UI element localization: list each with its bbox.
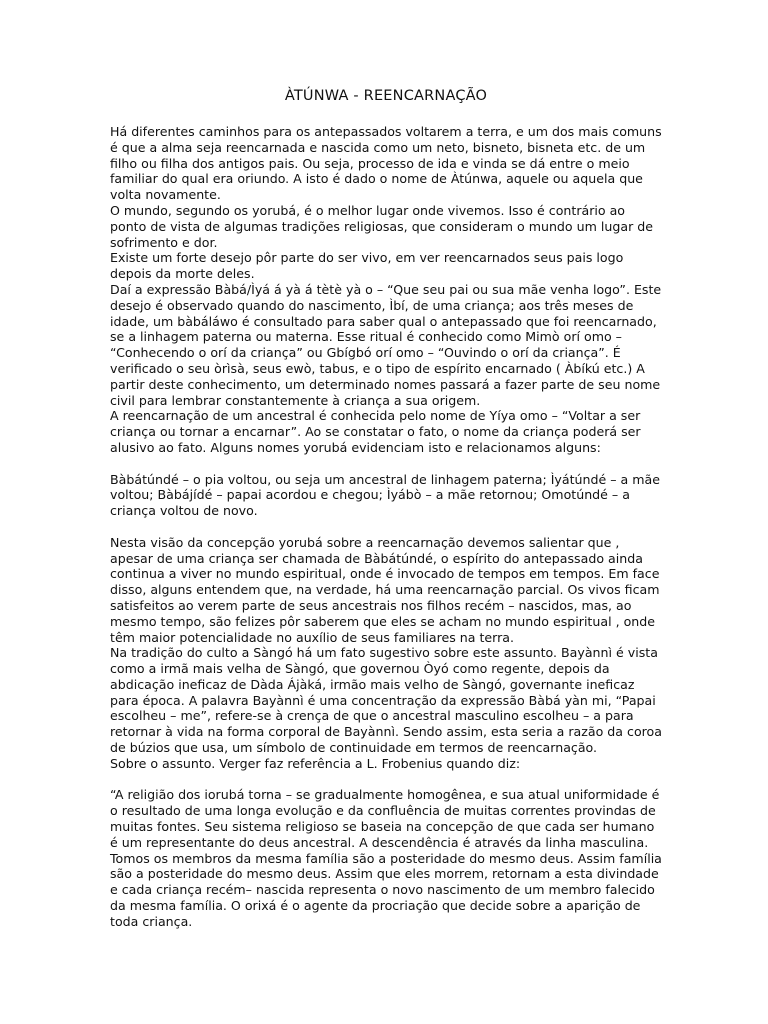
paragraph: Sobre o assunto. Verger faz referência a L. Frobenius quando diz:	[110, 755, 521, 771]
paragraph-spacer	[110, 456, 662, 472]
paragraph: Bàbátúndé – o pia voltou, ou seja um ancestral de linhagem paterna; Ìyátúndé – a mãe voltou; Bàbájídé – papai acordou e chegou; Ìyábò – a mãe retornou; Omotúndé – a criança voltou de novo.	[110, 471, 660, 519]
paragraph: Tomos os membros da mesma família são a posteridade do mesmo deus. Assim família são a posteridade do mesmo deus. Assim que eles morrem, retornam a esta divindade e cada criança recém– nascida representa o novo nascimento de um membro falecido da mesma família. O orixá é o agente da procriação que decide sobre a aparição de toda criança.	[110, 850, 662, 929]
paragraph: Nesta visão da concepção yorubá sobre a reencarnação devemos salientar que , apesar de uma criança ser chamada de Bàbátúndé, o espírito do antepassado ainda continua a viver no mundo espiritual, onde é invocado de tempos em tempos. Em face disso, alguns entendem que, na verdade, há uma reencarnação parcial. Os vivos ficam satisfeitos ao verem parte de seus ancestrais nos filhos recém – nascidos, mas, ao mesmo tempo, são felizes pôr saberem que eles se acham no mundo espiritual , onde têm maior potencialidade no auxílio de seus familiares na terra.	[110, 534, 660, 645]
paragraph-spacer	[110, 772, 662, 788]
paragraph: Na tradição do culto a Sàngó há um fato sugestivo sobre este assunto. Bayànnì é vista como a irmã mais velha de Sàngó, que governou Òyó como regente, depois da abdicação ineficaz de Dàda Ájàká, irmão mais velho de Sàngó, governante ineficaz para época. A palavra Bayànnì é uma concentração da expressão Bàbá yàn mi, “Papai escolheu – me”, refere-se à crença de que o ancestral masculino escolheu – a para retornar à vida na forma corporal de Bayànnì. Sendo assim, esta seria a razão da coroa de búzios que usa, um símbolo de continuidade em termos de reencarnação.	[110, 645, 662, 756]
document-body	[110, 124, 662, 930]
document-page	[110, 88, 662, 930]
paragraph: O mundo, segundo os yorubá, é o melhor lugar onde vivemos. Isso é contrário ao ponto de vista de algumas tradições religiosas, que consideram o mundo um lugar de sofrimento e dor.	[110, 202, 654, 250]
document-title: ÀTÚNWA - REENCARNAÇÃO	[284, 88, 488, 104]
paragraph: Daí a expressão Bàbá/Ìyá á yà á tètè yà o – “Que seu pai ou sua mãe venha logo”. Este desejo é observado quando do nascimento, Ìbí, de uma criança; aos três meses de idade, um bàbáláwo é consultado para saber qual o antepassado que foi reencarnado, se a linhagem paterna ou materna. Esse ritual é conhecido como Mimò orí omo – “Conhecendo o orí da criança” ou Gbígbó orí omo – “Ouvindo o orí da criança”. É verificado o seu òrìsà, seus ewò, tabus, e o tipo de espírito encarnado ( Àbíkú etc.) A partir deste conhecimento, um determinado nomes passará a fazer parte de seu nome civil para lembrar constantemente à criança a sua origem.	[110, 281, 662, 408]
paragraph: Existe um forte desejo pôr parte do ser vivo, em ver reencarnados seus pais logo depois da morte deles.	[110, 250, 624, 282]
paragraph: A reencarnação de um ancestral é conhecida pelo nome de Yíya omo – “Voltar a ser criança ou tornar a encarnar”. Ao se constatar o fato, o nome da criança poderá ser alusivo ao fato. Alguns nomes yorubá evidenciam isto e relacionamos alguns:	[110, 408, 641, 455]
paragraph: “A religião dos iorubá torna – se gradualmente homogênea, e sua atual uniformidade é o resultado de uma longa evolução e da confluência de muitas correntes provindas de muitas fontes. Seu sistema religioso se baseia na concepção de que cada ser humano é um representante do deus ancestral. A descendência é através da linha masculina.	[110, 787, 660, 850]
paragraph-spacer	[110, 519, 662, 535]
paragraph: Há diferentes caminhos para os antepassados voltarem a terra, e um dos mais comuns é que a alma seja reencarnada e nascida como um neto, bisneto, bisneta etc. de um filho ou filha dos antigos pais. Ou seja, processo de ida e vinda se dá entre o meio familiar do qual era oriundo. A isto é dado o nome de Àtúnwa, aquele ou aquela que volta novamente.	[110, 124, 662, 203]
